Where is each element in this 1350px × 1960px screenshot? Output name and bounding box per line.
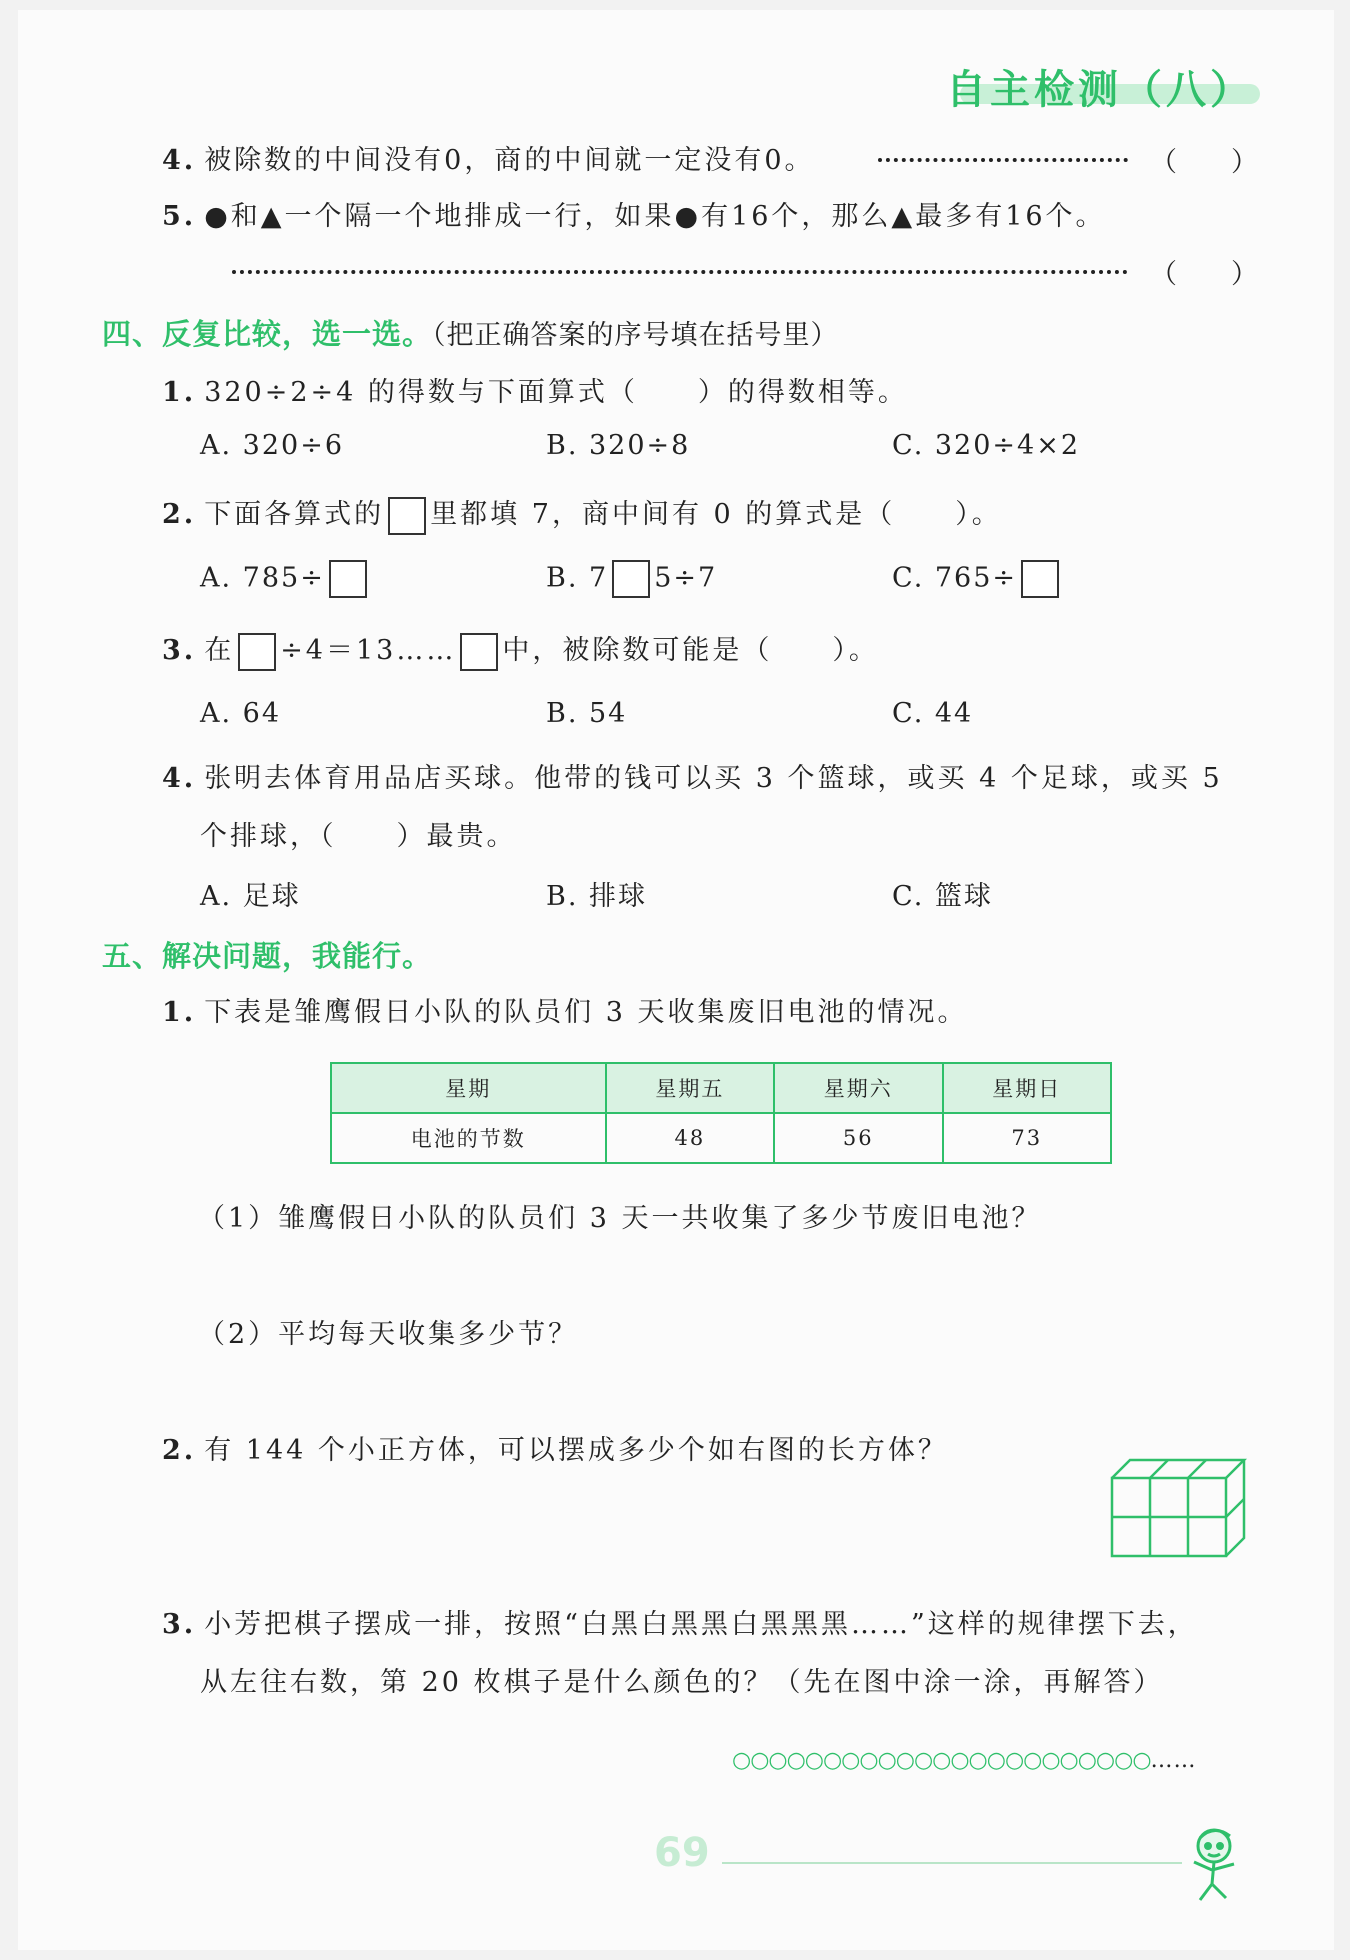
cuboid-figure — [1108, 1456, 1248, 1560]
problem-q3: 3. 小芳把棋子摆成一排，按照“白黑白黑黑白黑黑黑……”这样的规律摆下去， — [162, 1609, 1198, 1640]
option-a[interactable]: A. 足球 — [200, 881, 301, 912]
dot-leader — [878, 158, 1128, 162]
section-heading: 五、解决问题，我能行。 — [102, 939, 433, 973]
option-c[interactable]: C. 篮球 — [892, 881, 993, 912]
option-b[interactable]: B. 54 — [546, 698, 628, 729]
chess-circles[interactable]: ○○○○○○○○○○○○○○○○○○○○○○○…… — [732, 1748, 1197, 1773]
footer-divider — [722, 1862, 1182, 1864]
table-header-cell: 星期 — [331, 1063, 606, 1113]
choice-q4-line2: 个排球，（ ）最贵。 — [200, 821, 517, 852]
dot-leader — [232, 270, 1128, 274]
option-b[interactable]: B. 7 5÷7 — [546, 560, 717, 598]
answer-paren[interactable]: （ ） — [1150, 147, 1258, 178]
option-a[interactable]: A. 785÷ — [200, 560, 371, 598]
sub-question-1: （1）雏鹰假日小队的队员们 3 天一共收集了多少节废旧电池？ — [198, 1203, 1042, 1234]
table-header-cell: 星期五 — [606, 1063, 774, 1113]
page-number: 69 — [654, 1830, 710, 1876]
choice-q1: 1. 320÷2÷4 的得数与下面算式（ ）的得数相等。 — [162, 377, 908, 408]
sub-question-2: （2）平均每天收集多少节？ — [198, 1319, 579, 1350]
problem-q2: 2. 有 144 个小正方体，可以摆成多少个如右图的长方体？ — [162, 1435, 948, 1466]
problem-q3-line2: 从左往右数，第 20 枚棋子是什么颜色的？（先在图中涂一涂，再解答） — [200, 1667, 1164, 1698]
option-b[interactable]: B. 排球 — [546, 881, 648, 912]
worksheet-page — [18, 10, 1334, 1950]
battery-table — [330, 1062, 1112, 1164]
page-title: 自主检测（八） — [946, 67, 1254, 113]
blank-box[interactable] — [388, 497, 426, 535]
choice-q2: 2. 下面各算式的 里都填 7，商中间有 0 的算式是（ ）。 — [162, 492, 1002, 535]
table-cell: 电池的节数 — [331, 1113, 606, 1163]
option-a[interactable]: A. 64 — [200, 698, 282, 729]
problem-q1: 1. 下表是雏鹰假日小队的队员们 3 天收集废旧电池的情况。 — [162, 997, 968, 1028]
blank-box[interactable] — [460, 633, 498, 671]
table-header-cell: 星期日 — [943, 1063, 1111, 1113]
choice-q3: 3. 在 ÷4＝13…… 中，被除数可能是（ ）。 — [162, 628, 879, 671]
table-cell: 73 — [943, 1113, 1111, 1163]
blank-box[interactable] — [1021, 560, 1059, 598]
judge-q5: 5. ●和▲一个隔一个地排成一行，如果●有16个，那么▲最多有16个。 — [162, 201, 1106, 232]
mascot-icon — [1178, 1822, 1254, 1904]
table-header-row — [331, 1063, 1111, 1113]
answer-paren[interactable]: （ ） — [1150, 259, 1258, 290]
option-c[interactable]: C. 765÷ — [892, 560, 1063, 598]
option-b[interactable]: B. 320÷8 — [546, 430, 691, 461]
blank-box[interactable] — [329, 560, 367, 598]
blank-box[interactable] — [238, 633, 276, 671]
option-c[interactable]: C. 44 — [892, 698, 974, 729]
section-heading: 四、反复比较，选一选。（把正确答案的序号填在括号里） — [102, 317, 839, 351]
table-cell: 48 — [606, 1113, 774, 1163]
judge-q4: 4. 被除数的中间没有0，商的中间就一定没有0。 — [162, 145, 815, 176]
option-a[interactable]: A. 320÷6 — [200, 430, 344, 461]
blank-box[interactable] — [612, 560, 650, 598]
choice-q4: 4. 张明去体育用品店买球。他带的钱可以买 3 个篮球，或买 4 个足球，或买 5 — [162, 763, 1223, 794]
table-header-cell: 星期六 — [774, 1063, 942, 1113]
option-c[interactable]: C. 320÷4×2 — [892, 430, 1080, 461]
table-cell: 56 — [774, 1113, 942, 1163]
table-row — [331, 1113, 1111, 1163]
